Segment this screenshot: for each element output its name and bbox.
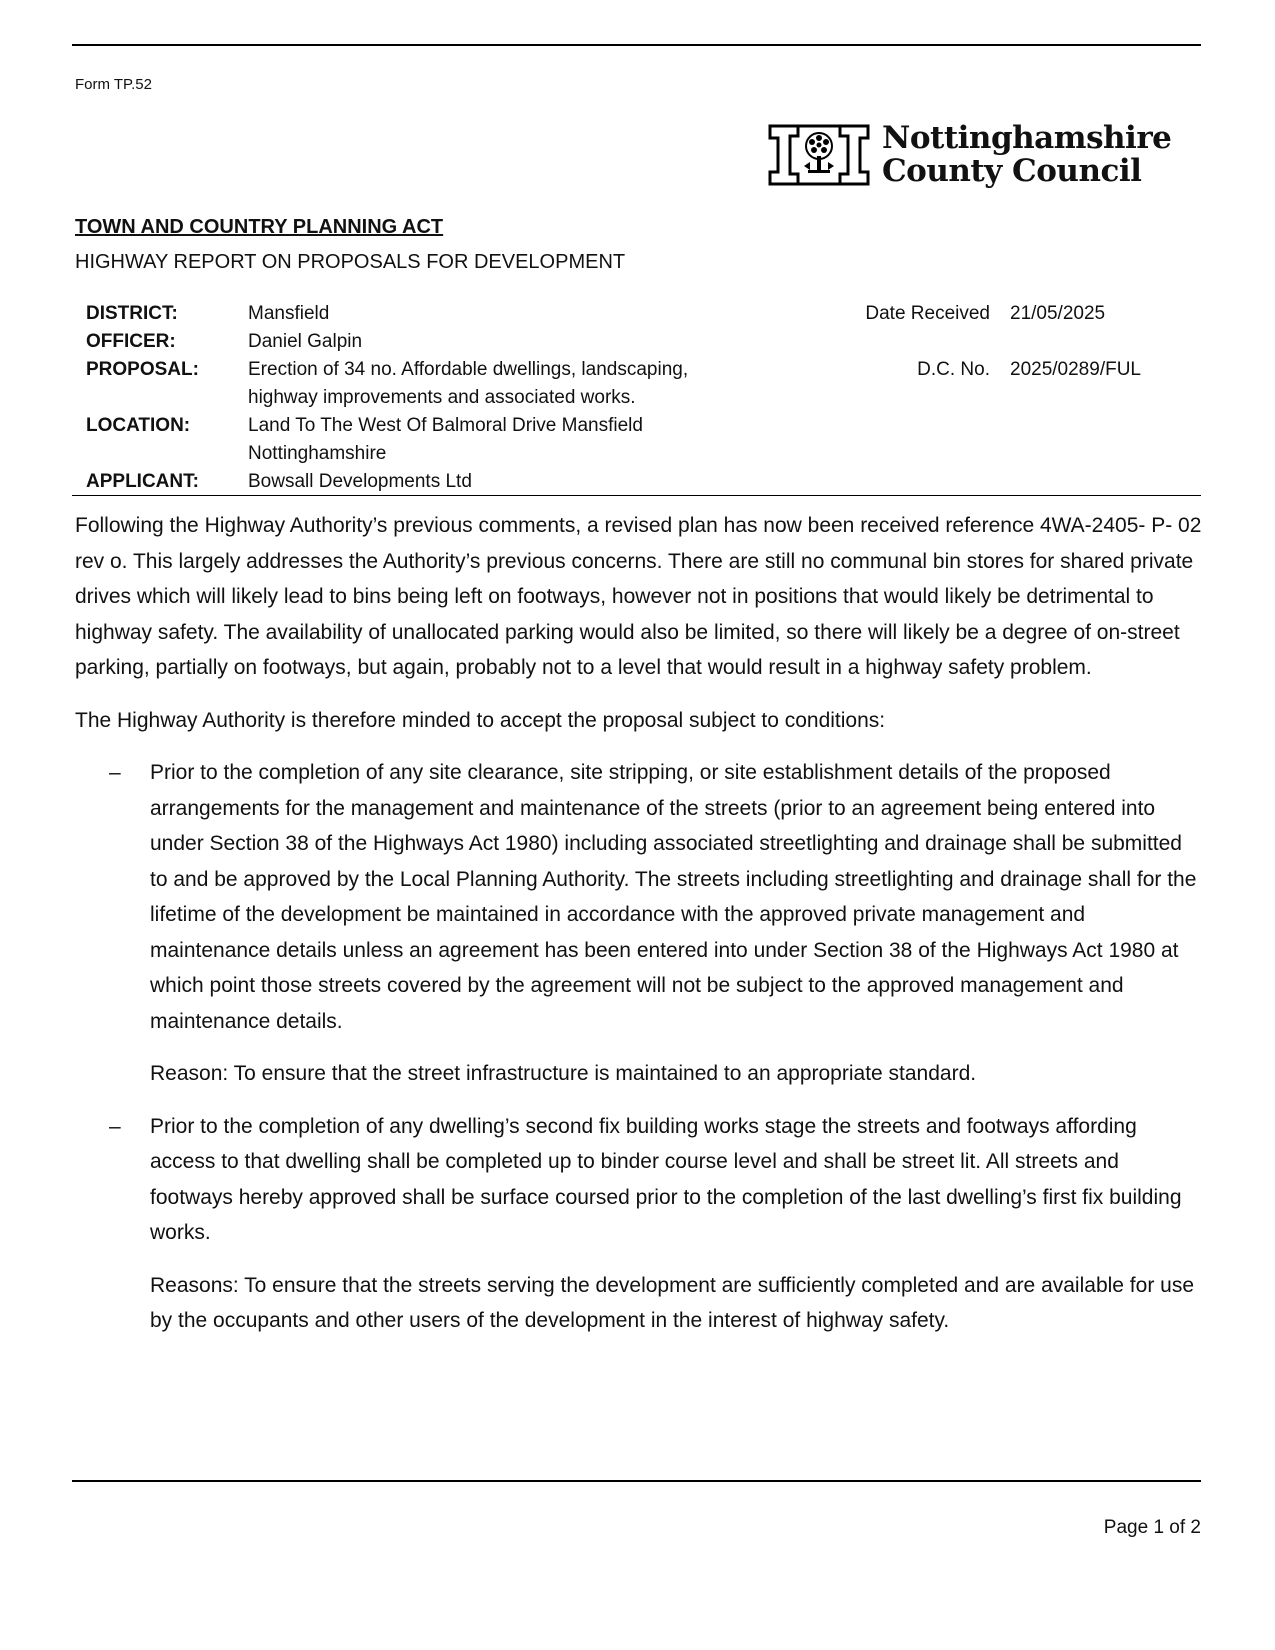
location-label: LOCATION: bbox=[86, 415, 191, 436]
condition-text: Prior to the completion of any dwelling’s second fix building works stage the streets and footways affording access to that dwelling shall be completed up to binder course level and shall be street lit. All streets and footways hereby approved shall be surface coursed prior to the completion of the last dwelling’s first fix building works. bbox=[150, 1114, 1182, 1244]
applicant-row bbox=[86, 468, 788, 496]
location-value-line-2: Nottinghamshire bbox=[248, 443, 387, 464]
council-crest-icon bbox=[768, 122, 870, 188]
condition-bullet: – bbox=[109, 761, 121, 784]
proposal-value-line-1: Erection of 34 no. Affordable dwellings, landscaping, bbox=[248, 359, 689, 380]
meta-labels bbox=[740, 300, 990, 384]
location-row bbox=[86, 412, 788, 468]
details-divider bbox=[72, 495, 1201, 496]
date-received-value: 21/05/2025 bbox=[1010, 303, 1106, 324]
district-value: Mansfield bbox=[248, 303, 330, 324]
body-paragraph-2: The Highway Authority is therefore minded to accept the proposal subject to conditions: bbox=[75, 708, 886, 732]
condition-reason: Reasons: To ensure that the streets serving the development are sufficiently completed and are available for use by the occupants and other users of the development in the interest of highway safety. bbox=[150, 1273, 1195, 1332]
meta-values bbox=[1010, 300, 1141, 384]
district-row bbox=[86, 300, 788, 328]
proposal-value bbox=[248, 356, 788, 412]
dc-no-value: 2025/0289/FUL bbox=[1010, 359, 1141, 380]
location-value-line-1: Land To The West Of Balmoral Drive Mansfield bbox=[248, 415, 643, 436]
officer-value: Daniel Galpin bbox=[248, 331, 363, 352]
footer-rule bbox=[72, 1480, 1201, 1482]
condition-reason: Reason: To ensure that the street infrastructure is maintained to an appropriate standard. bbox=[150, 1062, 977, 1085]
details-table bbox=[86, 300, 788, 496]
body-paragraph-1: Following the Highway Authority’s previous comments, a revised plan has now been received reference 4WA-2405- P- 02 rev o. This largely addresses the Authority’s previous concerns. There are still no communal bin stores for shared private drives which will likely lead to bins being left on footways, however not in positions that would likely be detrimental to highway safety. The availability of unallocated parking would also be limited, so there will likely be a degree of on-street parking, partially on footways, but again, probably not to a level that would result in a highway safety problem. bbox=[75, 514, 1202, 679]
proposal-value-line-2: highway improvements and associated works. bbox=[248, 387, 636, 408]
logo-line-2: County Council bbox=[882, 153, 1142, 189]
condition-item bbox=[75, 1109, 1205, 1339]
applicant-value: Bowsall Developments Ltd bbox=[248, 471, 472, 492]
form-number: Form TP.52 bbox=[75, 76, 152, 93]
header-rule bbox=[72, 44, 1201, 46]
condition-bullet: – bbox=[109, 1114, 121, 1138]
page-number: Page 1 of 2 bbox=[1103, 1517, 1201, 1538]
officer-row bbox=[86, 328, 788, 356]
district-label: DISTRICT: bbox=[86, 303, 178, 324]
date-received-label: Date Received bbox=[865, 303, 990, 324]
act-title: TOWN AND COUNTRY PLANNING ACT bbox=[75, 216, 444, 238]
logo-line-1: Nottinghamshire bbox=[882, 120, 1172, 156]
location-value bbox=[248, 412, 788, 468]
condition-text: Prior to the completion of any site clearance, site stripping, or site establishment details of the proposed arrangements for the management and maintenance of the streets (prior to an agreement being entered into under Section 38 of the Highways Act 1980) including associated streetlighting and drainage shall be submitted to and be approved by the Local Planning Authority. The streets including streetlighting and drainage shall for the lifetime of the development be maintained in accordance with the approved private management and maintenance details unless an agreement has been entered into under Section 38 of the Highways Act 1980 at which point those streets covered by the agreement will not be subject to the approved management and maintenance details. bbox=[150, 761, 1197, 1033]
proposal-label: PROPOSAL: bbox=[86, 359, 199, 380]
condition-item bbox=[75, 755, 1205, 1092]
proposal-row bbox=[86, 356, 788, 412]
officer-label: OFFICER: bbox=[86, 331, 176, 352]
council-logo bbox=[768, 115, 1208, 195]
dc-no-label: D.C. No. bbox=[917, 359, 990, 380]
report-title: HIGHWAY REPORT ON PROPOSALS FOR DEVELOPMENT bbox=[75, 251, 626, 273]
applicant-label: APPLICANT: bbox=[86, 471, 199, 492]
report-body bbox=[75, 508, 1205, 1356]
